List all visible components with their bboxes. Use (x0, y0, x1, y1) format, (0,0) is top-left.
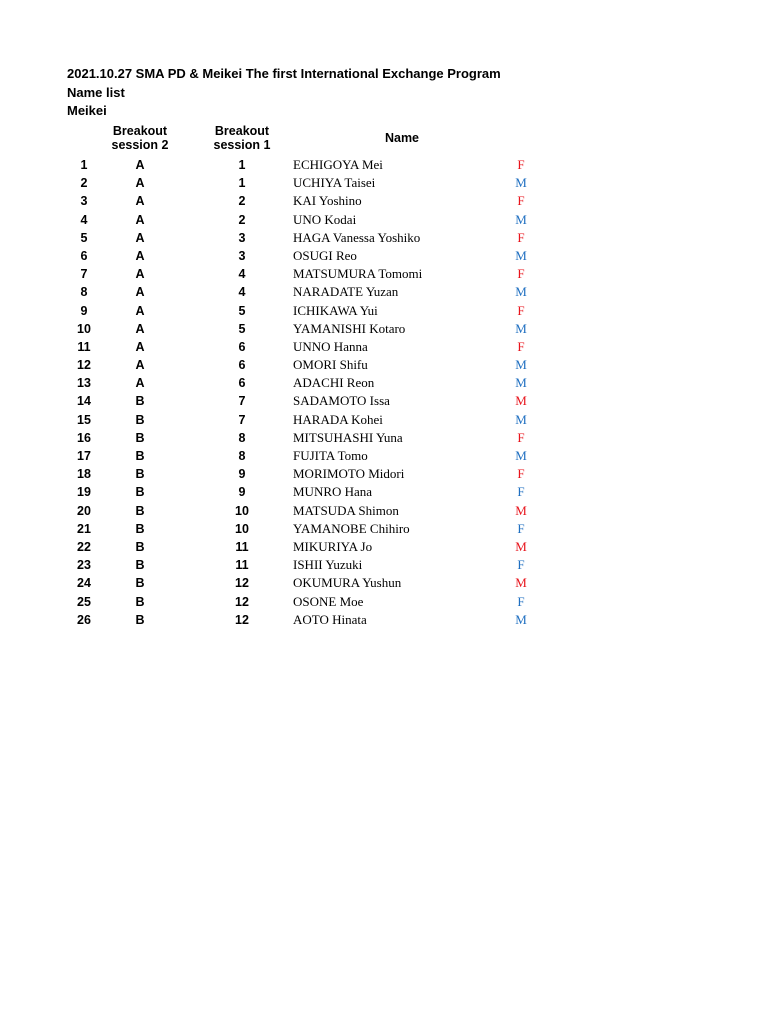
breakout-session-2-cell: A (135, 285, 145, 300)
student-name-cell: MITSUHASHI Yuna (293, 429, 403, 445)
breakout-session-2-cell: A (135, 358, 145, 373)
breakout-session-2-cell: B (135, 430, 145, 445)
breakout-session-1-cell: 9 (238, 467, 246, 482)
breakout-session-2-cell: A (135, 321, 145, 336)
table-row (0, 483, 768, 501)
table-row (0, 429, 768, 447)
student-name-cell: ADACHI Reon (293, 375, 375, 391)
breakout-session-1-cell: 2 (238, 194, 246, 209)
breakout-session-1-cell: 6 (238, 339, 246, 354)
row-number: 15 (77, 412, 91, 427)
gender-cell: M (515, 611, 527, 627)
breakout-session-1-cell: 12 (235, 576, 249, 591)
row-number: 10 (77, 321, 91, 336)
breakout-session-1-cell: 5 (238, 303, 246, 318)
breakout-session-2-cell: A (135, 267, 145, 282)
gender-cell: F (517, 266, 525, 282)
gender-cell: M (515, 175, 527, 191)
breakout-session-2-cell: A (135, 339, 145, 354)
table-row (0, 320, 768, 338)
gender-cell: M (515, 357, 527, 373)
student-name-cell: OSUGI Reo (293, 247, 357, 263)
student-name-cell: UNO Kodai (293, 211, 357, 227)
breakout-session-1-cell: 6 (238, 358, 246, 373)
breakout-session-2-cell: B (135, 485, 145, 500)
breakout-session-2-cell: A (135, 303, 145, 318)
table-row (0, 392, 768, 410)
row-number: 6 (80, 248, 88, 263)
breakout-session-1-cell: 12 (235, 612, 249, 627)
table-row (0, 247, 768, 265)
student-name-cell: OMORI Shifu (293, 357, 368, 373)
row-number: 12 (77, 358, 91, 373)
gender-cell: M (515, 320, 527, 336)
breakout-session-1-cell: 4 (238, 267, 246, 282)
breakout-session-2-cell: B (135, 612, 145, 627)
breakout-session-1-cell: 10 (235, 521, 249, 536)
column-header-name: Name (384, 131, 420, 145)
table-row (0, 502, 768, 520)
table-row (0, 465, 768, 483)
gender-cell: M (515, 538, 527, 554)
column-header-line: Breakout (112, 124, 168, 138)
gender-cell: F (517, 484, 525, 500)
table-row (0, 447, 768, 465)
table-row (0, 229, 768, 247)
table-row (0, 538, 768, 556)
gender-cell: F (517, 302, 525, 318)
breakout-session-2-cell: B (135, 539, 145, 554)
row-number: 5 (80, 230, 88, 245)
table-row (0, 411, 768, 429)
row-number: 13 (77, 376, 91, 391)
table-row (0, 192, 768, 210)
student-name-cell: HAGA Vanessa Yoshiko (293, 229, 421, 245)
student-name-cell: ICHIKAWA Yui (293, 302, 378, 318)
student-name-cell: MUNRO Hana (293, 484, 373, 500)
student-name-cell: KAI Yoshino (293, 193, 362, 209)
table-row (0, 338, 768, 356)
breakout-session-2-cell: B (135, 394, 145, 409)
breakout-session-1-cell: 3 (238, 248, 246, 263)
gender-cell: F (517, 593, 525, 609)
gender-cell: M (515, 284, 527, 300)
row-number: 1 (80, 158, 88, 172)
breakout-session-2-cell: B (135, 467, 145, 482)
row-number: 16 (77, 430, 91, 445)
gender-cell: M (515, 411, 527, 427)
column-header-line: session 2 (111, 138, 169, 152)
group-label: Meikei (67, 103, 107, 118)
row-number: 21 (77, 521, 91, 536)
breakout-session-1-cell: 12 (235, 594, 249, 609)
breakout-session-2-cell: B (135, 576, 145, 591)
student-name-cell: MATSUDA Shimon (293, 502, 399, 518)
gender-cell: M (515, 375, 527, 391)
breakout-session-1-cell: 8 (238, 449, 246, 463)
row-number: 14 (77, 394, 91, 409)
row-number: 26 (77, 612, 91, 627)
student-name-cell: ISHII Yuzuki (293, 557, 363, 573)
student-name-cell: UNNO Hanna (293, 338, 368, 354)
breakout-session-1-cell: 9 (238, 485, 246, 500)
table-row (0, 211, 768, 229)
document-title: 2021.10.27 SMA PD & Meikei The first International Exchange Program (67, 66, 501, 81)
breakout-session-1-cell: 11 (235, 539, 249, 554)
table-row (0, 302, 768, 320)
column-header-line: session 1 (213, 138, 271, 152)
row-number: 4 (80, 212, 88, 227)
breakout-session-1-cell: 6 (238, 376, 246, 391)
column-header-breakout-session-2 (100, 124, 180, 152)
student-name-cell: YAMANISHI Kotaro (293, 320, 406, 336)
breakout-session-1-cell: 1 (238, 158, 246, 172)
gender-cell: F (517, 557, 525, 573)
table-row (0, 593, 768, 611)
gender-cell: M (515, 502, 527, 518)
gender-cell: F (517, 338, 525, 354)
breakout-session-2-cell: B (135, 521, 145, 536)
breakout-session-2-cell: A (135, 248, 145, 263)
gender-cell: F (517, 466, 525, 482)
row-number: 18 (77, 467, 91, 482)
breakout-session-1-cell: 7 (238, 394, 246, 409)
row-number: 3 (80, 194, 88, 209)
breakout-session-1-cell: 1 (238, 176, 246, 191)
row-number: 11 (77, 339, 91, 354)
student-name-cell: OSONE Moe (293, 593, 364, 609)
student-name-cell: MIKURIYA Jo (293, 538, 373, 554)
breakout-session-2-cell: A (135, 194, 145, 209)
row-number: 23 (77, 558, 91, 573)
table-row (0, 574, 768, 592)
column-header-line: Breakout (214, 124, 270, 138)
student-name-cell: NARADATE Yuzan (293, 284, 399, 300)
breakout-session-1-cell: 11 (235, 558, 249, 573)
name-list-table (0, 156, 768, 629)
breakout-session-2-cell: A (135, 230, 145, 245)
gender-cell: M (515, 211, 527, 227)
student-name-cell: ECHIGOYA Mei (293, 157, 383, 172)
gender-cell: M (515, 448, 527, 463)
student-name-cell: MATSUMURA Tomomi (293, 266, 423, 282)
gender-cell: M (515, 393, 527, 409)
breakout-session-1-cell: 10 (235, 503, 249, 518)
gender-cell: F (517, 520, 525, 536)
breakout-session-1-cell: 2 (238, 212, 246, 227)
row-number: 2 (80, 176, 88, 191)
table-row (0, 174, 768, 192)
gender-cell: M (515, 575, 527, 591)
breakout-session-1-cell: 8 (238, 430, 246, 445)
breakout-session-1-cell: 3 (238, 230, 246, 245)
row-number: 24 (77, 576, 91, 591)
table-row (0, 611, 768, 629)
gender-cell: F (517, 229, 525, 245)
gender-cell: F (517, 193, 525, 209)
student-name-cell: OKUMURA Yushun (293, 575, 402, 591)
table-row (0, 283, 768, 301)
breakout-session-1-cell: 4 (238, 285, 246, 300)
table-row (0, 556, 768, 574)
student-name-cell: MORIMOTO Midori (293, 466, 405, 482)
student-name-cell: UCHIYA Taisei (293, 175, 376, 191)
breakout-session-2-cell: B (135, 594, 145, 609)
table-row (0, 356, 768, 374)
row-number: 7 (80, 267, 88, 282)
breakout-session-2-cell: A (135, 176, 145, 191)
row-number: 22 (77, 539, 91, 554)
student-name-cell: SADAMOTO Issa (293, 393, 390, 409)
column-header-breakout-session-1 (202, 124, 282, 152)
row-number: 8 (80, 285, 88, 300)
breakout-session-1-cell: 7 (238, 412, 246, 427)
breakout-session-2-cell: A (135, 212, 145, 227)
breakout-session-2-cell: B (135, 558, 145, 573)
gender-cell: M (515, 247, 527, 263)
student-name-cell: YAMANOBE Chihiro (293, 520, 410, 536)
row-number: 9 (80, 303, 88, 318)
breakout-session-2-cell: A (135, 158, 145, 172)
row-number: 19 (77, 485, 91, 500)
breakout-session-2-cell: A (135, 376, 145, 391)
breakout-session-2-cell: B (135, 449, 145, 463)
table-row (0, 265, 768, 283)
gender-cell: F (517, 429, 525, 445)
student-name-cell: HARADA Kohei (293, 411, 383, 427)
breakout-session-2-cell: B (135, 503, 145, 518)
row-number: 17 (77, 449, 91, 463)
table-row (0, 374, 768, 392)
row-number: 20 (77, 503, 91, 518)
breakout-session-1-cell: 5 (238, 321, 246, 336)
table-row (0, 156, 768, 174)
row-number: 25 (77, 594, 91, 609)
breakout-session-2-cell: B (135, 412, 145, 427)
table-row (0, 520, 768, 538)
gender-cell: F (517, 157, 525, 172)
student-name-cell: AOTO Hinata (293, 611, 367, 627)
student-name-cell: FUJITA Tomo (293, 448, 368, 463)
document-subtitle: Name list (67, 85, 125, 100)
